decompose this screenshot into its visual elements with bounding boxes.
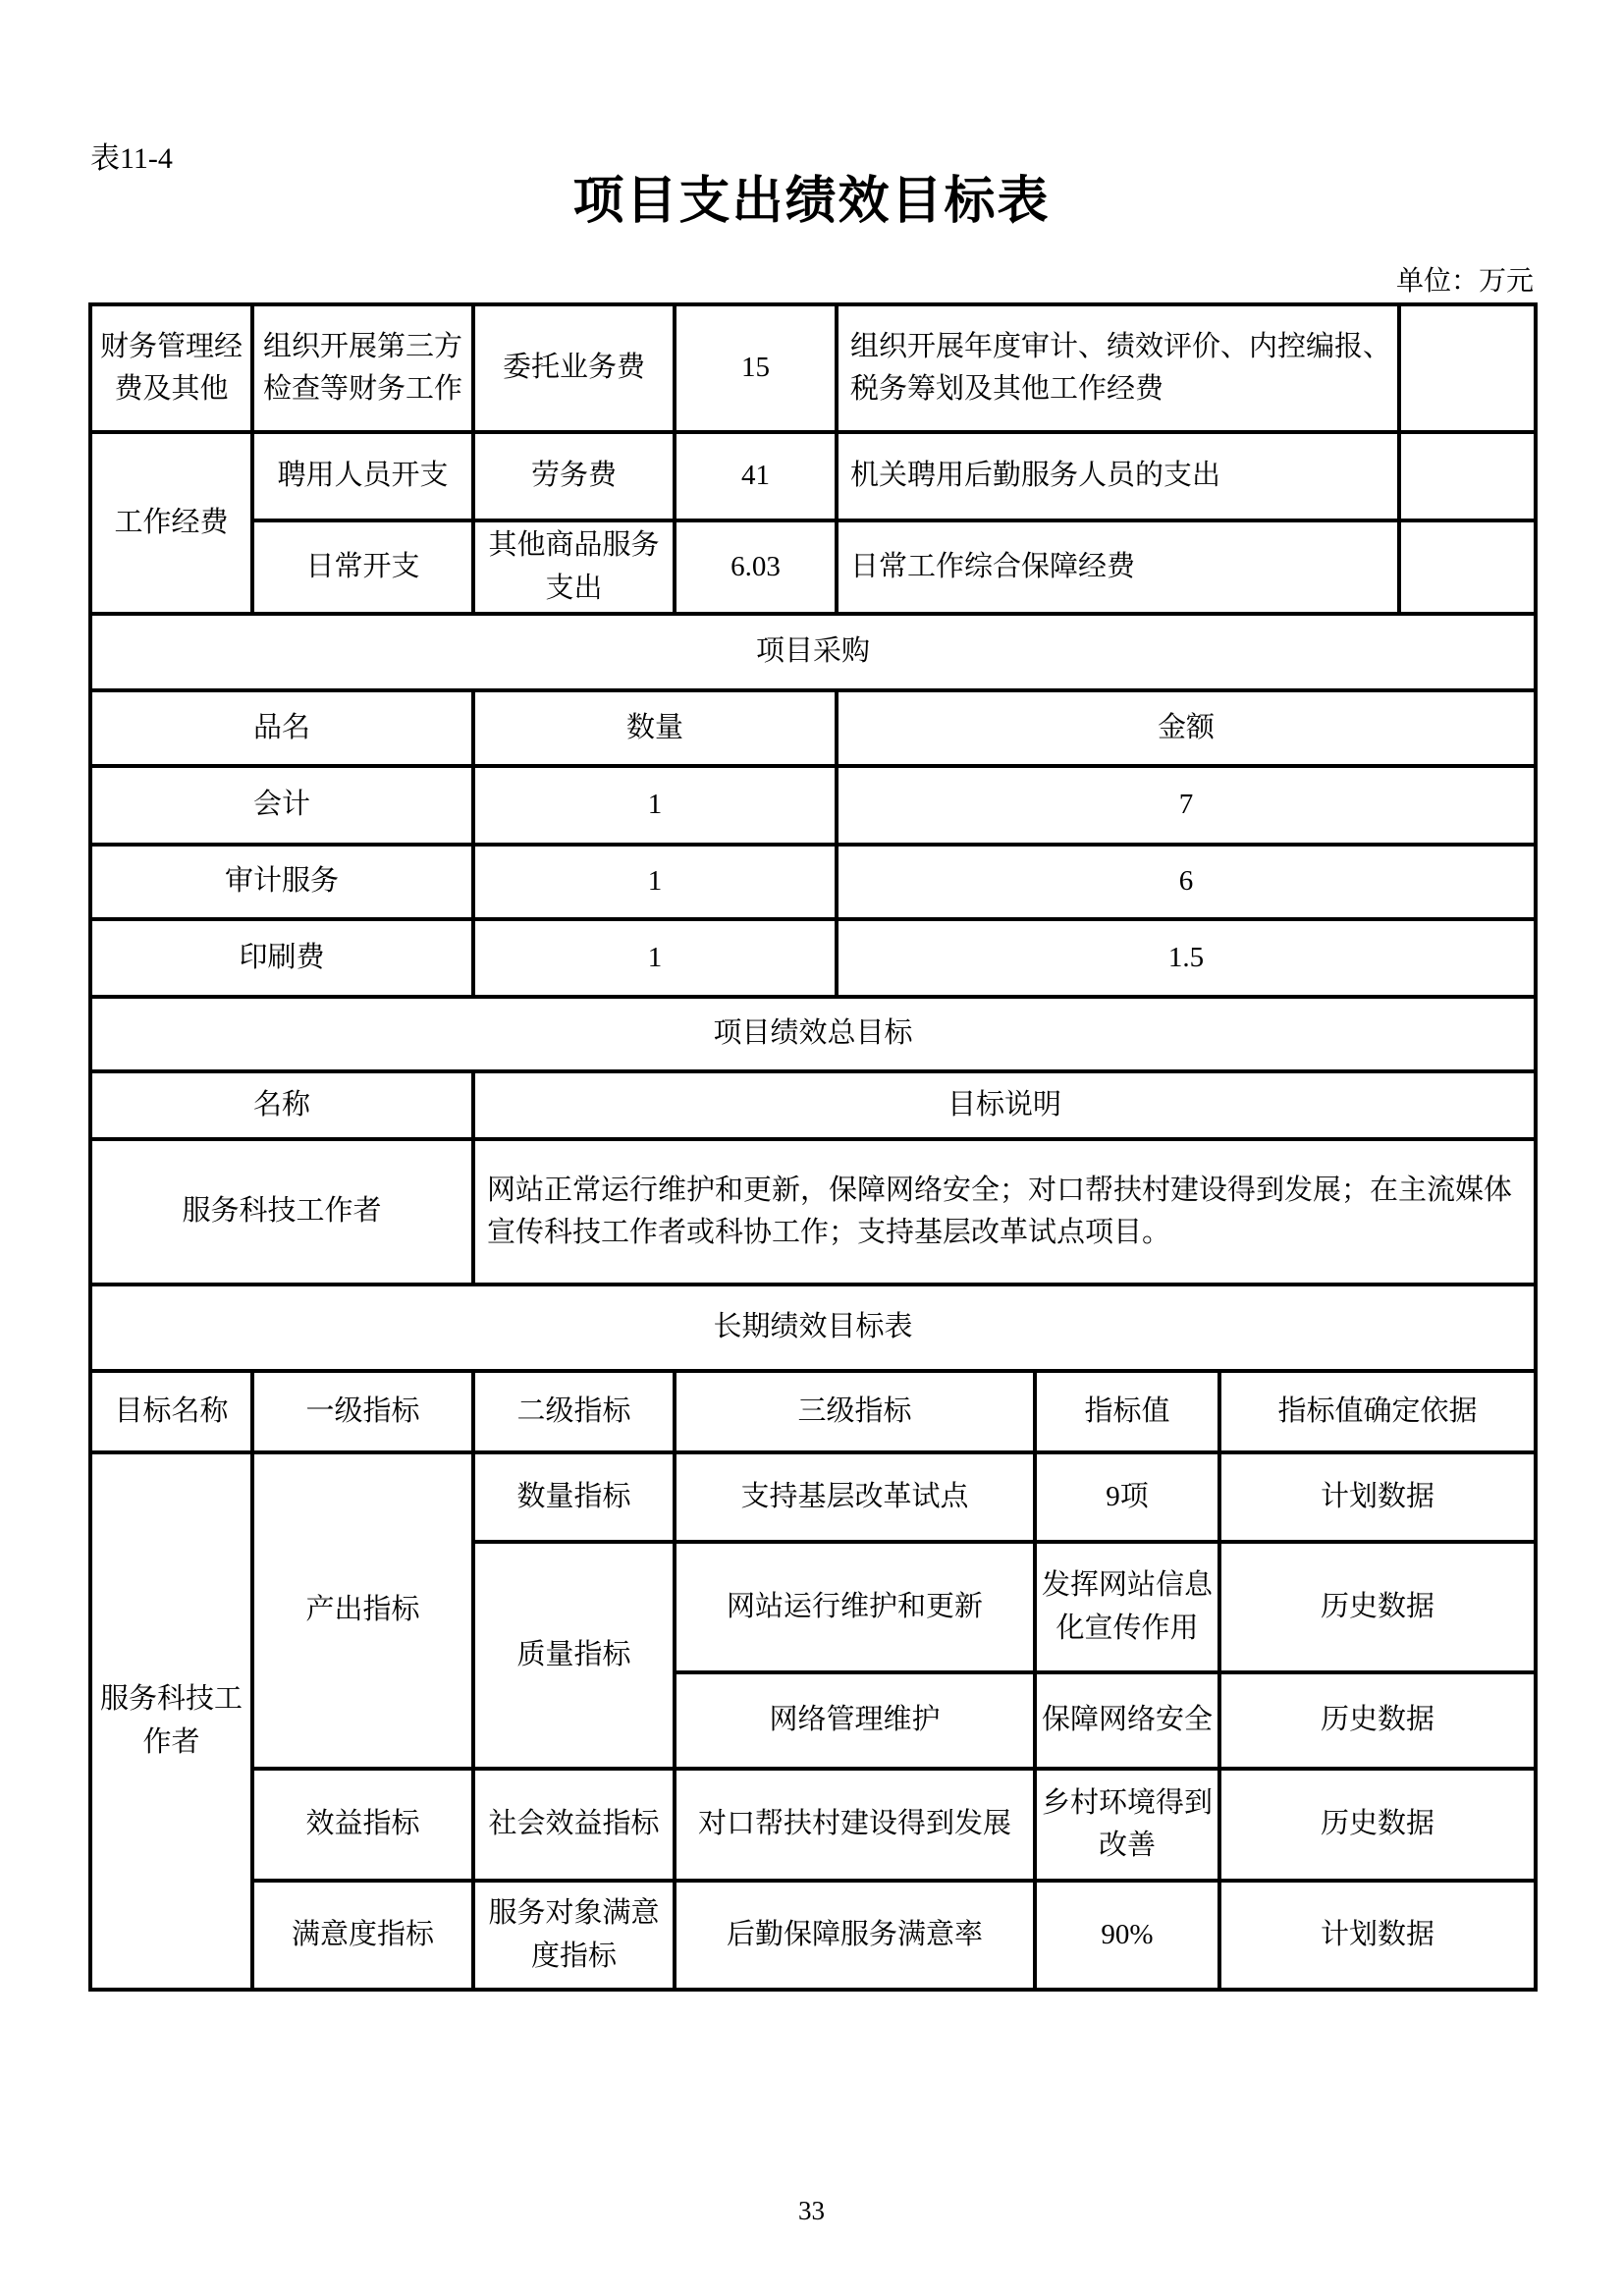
procurement-amount: 7 — [837, 766, 1536, 845]
table-row — [90, 919, 1536, 997]
longterm-value: 乡村环境得到改善 — [1035, 1769, 1219, 1881]
longterm-level3: 支持基层改革试点 — [675, 1452, 1035, 1542]
budget-description: 机关聘用后勤服务人员的支出 — [837, 432, 1399, 520]
longterm-level3: 对口帮扶村建设得到发展 — [675, 1769, 1035, 1881]
longterm-value: 90% — [1035, 1881, 1219, 1990]
longterm-level1: 效益指标 — [252, 1769, 473, 1881]
longterm-value: 9项 — [1035, 1452, 1219, 1542]
overall-goal-section-title: 项目绩效总目标 — [90, 997, 1536, 1071]
longterm-header-level2: 二级指标 — [473, 1371, 675, 1452]
page-number: 33 — [798, 2196, 825, 2225]
overall-goal-description: 网站正常运行维护和更新，保障网络安全；对口帮扶村建设得到发展；在主流媒体宣传科技工作者或科协工作；支持基层改革试点项目。 — [473, 1139, 1536, 1285]
table-header-row — [90, 1071, 1536, 1139]
procurement-name: 审计服务 — [90, 845, 473, 919]
longterm-level2: 服务对象满意度指标 — [473, 1881, 675, 1990]
table-header-row — [90, 690, 1536, 766]
overall-goal-name: 服务科技工作者 — [90, 1139, 473, 1285]
procurement-quantity: 1 — [473, 845, 837, 919]
longterm-value: 保障网络安全 — [1035, 1672, 1219, 1769]
budget-amount: 6.03 — [675, 520, 837, 614]
budget-item: 聘用人员开支 — [252, 432, 473, 520]
procurement-quantity: 1 — [473, 766, 837, 845]
procurement-header-name: 品名 — [90, 690, 473, 766]
budget-item: 日常开支 — [252, 520, 473, 614]
longterm-basis: 历史数据 — [1219, 1542, 1536, 1672]
table-row — [90, 520, 1536, 614]
longterm-header-value: 指标值 — [1035, 1371, 1219, 1452]
table-row — [90, 1139, 1536, 1285]
budget-category: 工作经费 — [90, 432, 252, 614]
budget-amount: 41 — [675, 432, 837, 520]
longterm-basis: 历史数据 — [1219, 1769, 1536, 1881]
longterm-header-level1: 一级指标 — [252, 1371, 473, 1452]
budget-expense-type: 其他商品服务支出 — [473, 520, 675, 614]
longterm-level2: 社会效益指标 — [473, 1769, 675, 1881]
budget-category: 财务管理经费及其他 — [90, 304, 252, 432]
longterm-goal-name: 服务科技工作者 — [90, 1452, 252, 1990]
procurement-amount: 1.5 — [837, 919, 1536, 997]
longterm-level2: 质量指标 — [473, 1542, 675, 1769]
performance-target-table — [88, 302, 1538, 1992]
table-header-row — [90, 1371, 1536, 1452]
longterm-level1: 产出指标 — [252, 1452, 473, 1769]
longterm-basis: 计划数据 — [1219, 1452, 1536, 1542]
longterm-header-goal-name: 目标名称 — [90, 1371, 252, 1452]
longterm-value: 发挥网站信息化宣传作用 — [1035, 1542, 1219, 1672]
budget-item: 组织开展第三方检查等财务工作 — [252, 304, 473, 432]
overall-goal-desc-header: 目标说明 — [473, 1071, 1536, 1139]
longterm-level3: 网站运行维护和更新 — [675, 1542, 1035, 1672]
table-label: 表11-4 — [90, 142, 173, 175]
budget-expense-type: 委托业务费 — [473, 304, 675, 432]
empty-cell — [1399, 304, 1536, 432]
section-header-row — [90, 614, 1536, 690]
longterm-header-basis: 指标值确定依据 — [1219, 1371, 1536, 1452]
procurement-name: 印刷费 — [90, 919, 473, 997]
procurement-header-amount: 金额 — [837, 690, 1536, 766]
longterm-level3: 后勤保障服务满意率 — [675, 1881, 1035, 1990]
procurement-section-title: 项目采购 — [90, 614, 1536, 690]
table-row — [90, 432, 1536, 520]
longterm-basis: 历史数据 — [1219, 1672, 1536, 1769]
unit-label: 单位：万元 — [1395, 266, 1534, 297]
procurement-name: 会计 — [90, 766, 473, 845]
longterm-header-level3: 三级指标 — [675, 1371, 1035, 1452]
procurement-amount: 6 — [837, 845, 1536, 919]
procurement-header-quantity: 数量 — [473, 690, 837, 766]
page-title: 项目支出绩效目标表 — [572, 174, 1051, 230]
section-header-row — [90, 1285, 1536, 1371]
budget-amount: 15 — [675, 304, 837, 432]
table-row — [90, 1769, 1536, 1881]
table-row — [90, 1452, 1536, 1542]
table-row — [90, 766, 1536, 845]
budget-expense-type: 劳务费 — [473, 432, 675, 520]
longterm-level1: 满意度指标 — [252, 1881, 473, 1990]
longterm-level3: 网络管理维护 — [675, 1672, 1035, 1769]
longterm-section-title: 长期绩效目标表 — [90, 1285, 1536, 1371]
budget-description: 组织开展年度审计、绩效评价、内控编报、税务筹划及其他工作经费 — [837, 304, 1399, 432]
empty-cell — [1399, 520, 1536, 614]
longterm-level2: 数量指标 — [473, 1452, 675, 1542]
table-row — [90, 845, 1536, 919]
budget-description: 日常工作综合保障经费 — [837, 520, 1399, 614]
table-row — [90, 1881, 1536, 1990]
longterm-basis: 计划数据 — [1219, 1881, 1536, 1990]
section-header-row — [90, 997, 1536, 1071]
procurement-quantity: 1 — [473, 919, 837, 997]
empty-cell — [1399, 432, 1536, 520]
table-row — [90, 304, 1536, 432]
overall-goal-name-header: 名称 — [90, 1071, 473, 1139]
